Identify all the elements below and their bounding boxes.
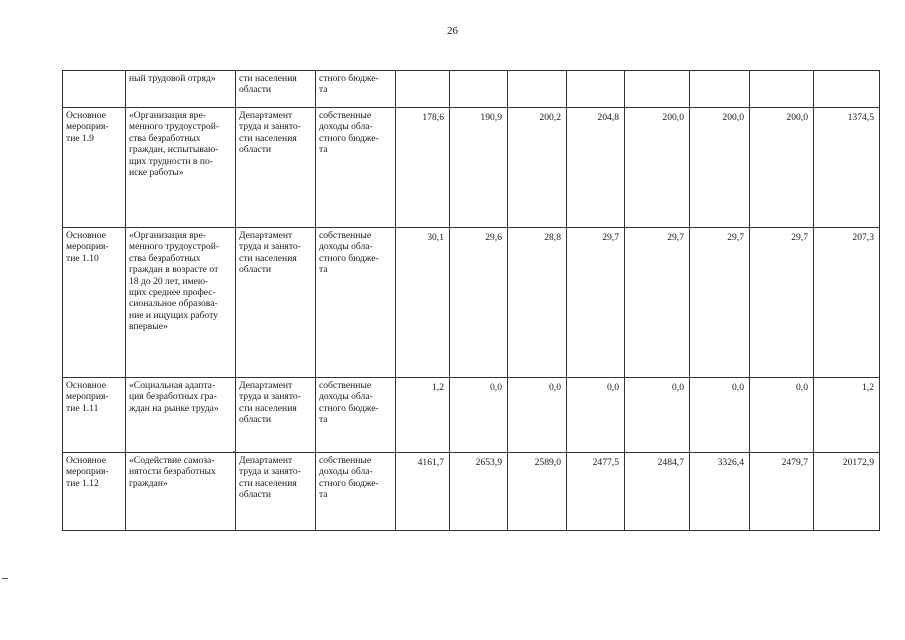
total-cell: 20172,9 [814, 453, 880, 531]
executor-cell: сти населения области [236, 71, 316, 108]
year-value-cell: 0,0 [690, 378, 750, 453]
executor-cell: Департамент труда и занято- сти населения области [236, 228, 316, 378]
year-value-cell: 4161,7 [396, 453, 450, 531]
year-value-cell [450, 71, 508, 108]
event-title-cell: «Организация вре- менного трудоустрой- ства безработных граждан в возрасте от 18 до 20 лет, имею- щих среднее профес- сиональное образова- ние и ищущих работу впервые» [126, 228, 236, 378]
year-value-cell [396, 71, 450, 108]
year-value-cell: 2477,5 [567, 453, 625, 531]
year-value-cell: 29,7 [567, 228, 625, 378]
funding-source-cell: собственные доходы обла- стного бюдже- та [316, 108, 396, 228]
year-value-cell: 204,8 [567, 108, 625, 228]
year-value-cell: 200,0 [625, 108, 690, 228]
year-value-cell: 3326,4 [690, 453, 750, 531]
funding-source-cell: собственные доходы обла- стного бюдже- та [316, 453, 396, 531]
table-row [63, 228, 880, 378]
year-value-cell: 190,9 [450, 108, 508, 228]
table-body [63, 71, 880, 531]
funding-source-cell: стного бюдже- та [316, 71, 396, 108]
funding-source-cell: собственные доходы обла- стного бюдже- та [316, 228, 396, 378]
year-value-cell: 29,6 [450, 228, 508, 378]
total-cell: 207,3 [814, 228, 880, 378]
page-number: 26 [447, 25, 458, 37]
year-value-cell: 0,0 [508, 378, 567, 453]
event-cell: Основное мероприя- тие 1.12 [63, 453, 126, 531]
year-value-cell: 30,1 [396, 228, 450, 378]
year-value-cell [508, 71, 567, 108]
year-value-cell [690, 71, 750, 108]
year-value-cell: 28,8 [508, 228, 567, 378]
year-value-cell: 200,2 [508, 108, 567, 228]
event-title-cell: «Социальная адапта- ция безработных гра- ждан на рынке труда» [126, 378, 236, 453]
year-value-cell: 0,0 [450, 378, 508, 453]
total-cell [814, 71, 880, 108]
year-value-cell: 200,0 [690, 108, 750, 228]
year-value-cell: 29,7 [690, 228, 750, 378]
year-value-cell: 0,0 [625, 378, 690, 453]
year-value-cell: 2479,7 [750, 453, 814, 531]
year-value-cell [567, 71, 625, 108]
funding-source-cell: собственные доходы обла- стного бюдже- та [316, 378, 396, 453]
year-value-cell: 2484,7 [625, 453, 690, 531]
executor-cell: Департамент труда и занято- сти населения области [236, 453, 316, 531]
event-cell: Основное мероприя- тие 1.9 [63, 108, 126, 228]
year-value-cell: 178,6 [396, 108, 450, 228]
event-cell: Основное мероприя- тие 1.10 [63, 228, 126, 378]
budget-table [62, 70, 880, 531]
event-cell: Основное мероприя- тие 1.11 [63, 378, 126, 453]
year-value-cell: 0,0 [567, 378, 625, 453]
year-value-cell: 0,0 [750, 378, 814, 453]
year-value-cell: 29,7 [750, 228, 814, 378]
executor-cell: Департамент труда и занято- сти населения области [236, 378, 316, 453]
year-value-cell [750, 71, 814, 108]
event-title-cell: «Содействие самоза- нятости безработных граждан» [126, 453, 236, 531]
edge-mark [2, 578, 8, 579]
year-value-cell [625, 71, 690, 108]
event-cell [63, 71, 126, 108]
table-row [63, 108, 880, 228]
table-row [63, 378, 880, 453]
year-value-cell: 2589,0 [508, 453, 567, 531]
total-cell: 1374,5 [814, 108, 880, 228]
year-value-cell: 200,0 [750, 108, 814, 228]
stray-mark [233, 451, 236, 452]
year-value-cell: 29,7 [625, 228, 690, 378]
total-cell: 1,2 [814, 378, 880, 453]
event-title-cell: «Организация вре- менного трудоустрой- ства безработных граждан, испытываю- щих трудности в по- иске работы» [126, 108, 236, 228]
year-value-cell: 2653,9 [450, 453, 508, 531]
table-row [63, 71, 880, 108]
year-value-cell: 1,2 [396, 378, 450, 453]
executor-cell: Департамент труда и занято- сти населения области [236, 108, 316, 228]
event-title-cell: ный трудовой отряд» [126, 71, 236, 108]
table-row [63, 453, 880, 531]
